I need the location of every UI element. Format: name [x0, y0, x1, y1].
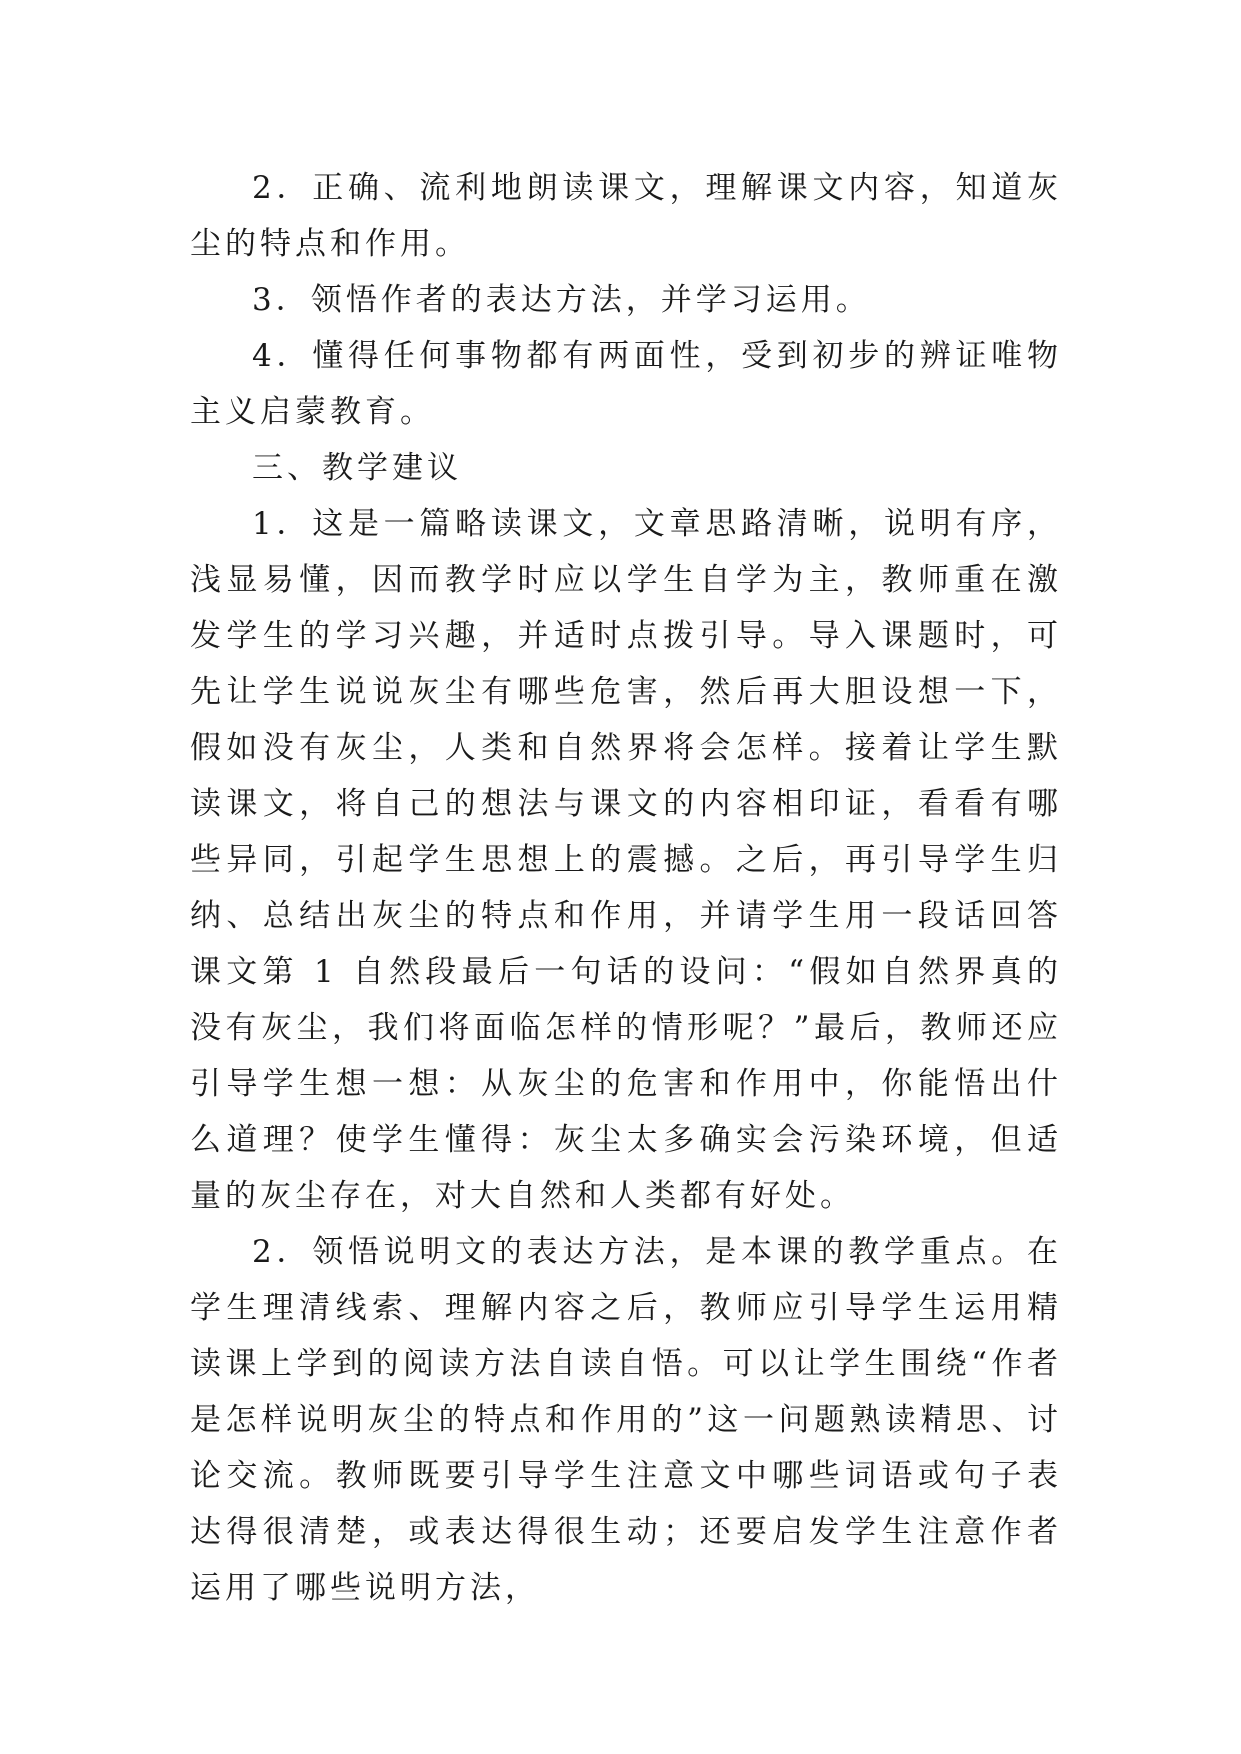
document-body [190, 160, 1062, 1616]
paragraph-objective-2: 2．正确、流利地朗读课文，理解课文内容，知道灰尘的特点和作用。 [190, 170, 1062, 262]
paragraph-objective-4: 4．懂得任何事物都有两面性，受到初步的辨证唯物主义启蒙教育。 [190, 338, 1062, 430]
paragraph-suggestion-2: 2．领悟说明文的表达方法，是本课的教学重点。在学生理清线索、理解内容之后，教师应引导学生运用精读课上学到的阅读方法自读自悟。可以让学生围绕“作者是怎样说明灰尘的特点和作用的”这一问题熟读精思、讨论交流。教师既要引导学生注意文中哪些词语或句子表达得很清楚，或表达得很生动；还要启发学生注意作者运用了哪些说明方法， [190, 1234, 1062, 1606]
section-heading-teaching-suggestions: 三、教学建议 [252, 450, 462, 486]
paragraph-objective-3: 3．领悟作者的表达方法，并学习运用。 [252, 282, 871, 318]
paragraph-suggestion-1: 1．这是一篇略读课文，文章思路清晰，说明有序，浅显易懂，因而教学时应以学生自学为主，教师重在激发学生的学习兴趣，并适时点拨引导。导入课题时，可先让学生说说灰尘有哪些危害，然后再大胆设想一下，假如没有灰尘，人类和自然界将会怎样。接着让学生默读课文，将自己的想法与课文的内容相印证，看看有哪些异同，引起学生思想上的震撼。之后，再引导学生归纳、总结出灰尘的特点和作用，并请学生用一段话回答课文第 1 自然段最后一句话的设问：“假如自然界真的没有灰尘，我们将面临怎样的情形呢？”最后，教师还应引导学生想一想：从灰尘的危害和作用中，你能悟出什么道理？使学生懂得：灰尘太多确实会污染环境，但适量的灰尘存在，对大自然和人类都有好处。 [190, 506, 1062, 1214]
